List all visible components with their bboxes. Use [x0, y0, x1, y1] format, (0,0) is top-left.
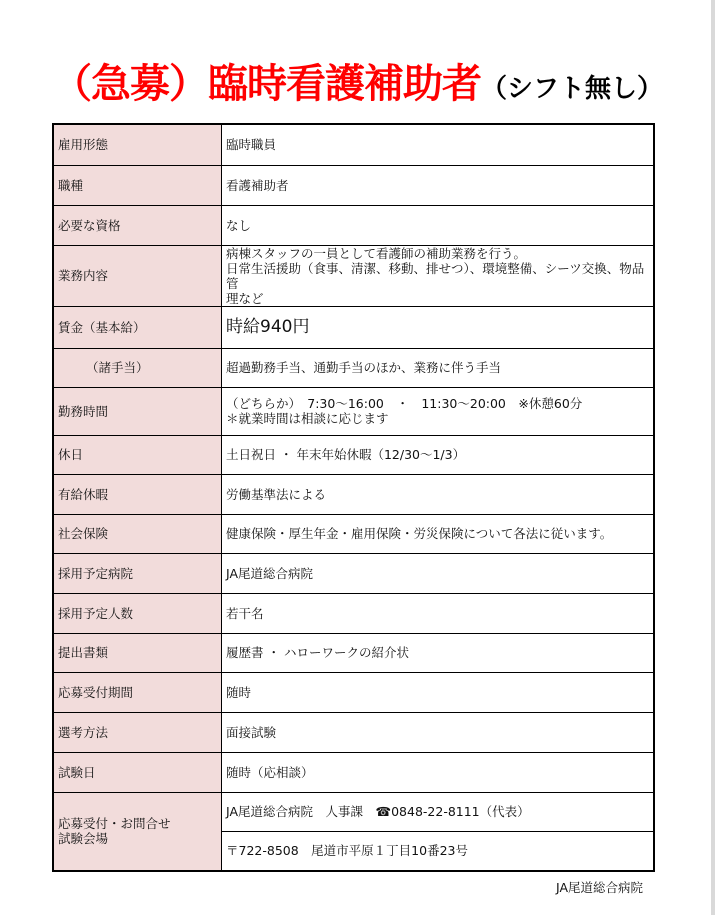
row-label: 必要な資格	[53, 205, 222, 245]
table-row	[53, 752, 654, 792]
row-label: 選考方法	[53, 712, 222, 752]
row-label: （諸手当）	[53, 348, 222, 387]
row-value: 看護補助者	[222, 165, 655, 205]
row-label: 賃金（基本給）	[53, 306, 222, 348]
row-label: 職種	[53, 165, 222, 205]
value-line: 病棟スタッフの一員として看護師の補助業務を行う。	[226, 245, 527, 261]
value-line: ＊就業時間は相談に応じます	[226, 411, 389, 426]
contact-phone: JA尾道総合病院 人事課 ☎0848-22-8111（代表）	[222, 792, 655, 831]
row-value	[222, 245, 655, 306]
label-line: 試験会場	[58, 831, 109, 847]
row-label: 提出書類	[53, 633, 222, 672]
job-info-table	[52, 123, 655, 872]
table-row	[53, 672, 654, 712]
table-row	[53, 553, 654, 593]
row-label: 有給休暇	[53, 474, 222, 514]
row-label: 雇用形態	[53, 124, 222, 165]
table-row	[53, 514, 654, 553]
wage-value: 時給940円	[222, 306, 655, 348]
table-row	[53, 474, 654, 514]
value-line: 理など	[226, 290, 264, 306]
row-label: 応募受付期間	[53, 672, 222, 712]
row-label: 試験日	[53, 752, 222, 792]
row-value	[222, 387, 655, 435]
table-row	[53, 124, 654, 165]
row-value: 随時（応相談）	[222, 752, 655, 792]
title-main: （急募）臨時看護補助者	[51, 61, 481, 107]
table-row	[53, 165, 654, 205]
page-edge	[711, 0, 715, 915]
table-row	[53, 205, 654, 245]
contact-address: 〒722-8508 尾道市平原１丁目10番23号	[222, 831, 655, 871]
row-label: 業務内容	[53, 245, 222, 306]
table-row	[53, 387, 654, 435]
row-value: 土日祝日 ・ 年末年始休暇（12/30～1/3）	[222, 435, 655, 474]
table-row	[53, 306, 654, 348]
contact-label	[53, 792, 222, 871]
row-label: 社会保険	[53, 514, 222, 553]
value-line: （どちらか） 7:30～16:00 ・ 11:30～20:00 ※休憩60分	[226, 396, 583, 411]
row-value: 履歴書 ・ ハローワークの紹介状	[222, 633, 655, 672]
table-row	[53, 633, 654, 672]
table-row	[53, 792, 654, 831]
row-label: 採用予定病院	[53, 553, 222, 593]
table-row	[53, 348, 654, 387]
label-line: 応募受付・お問合せ	[58, 816, 171, 832]
row-value: 随時	[222, 672, 655, 712]
table-row	[53, 712, 654, 752]
row-value: 面接試験	[222, 712, 655, 752]
row-value: JA尾道総合病院	[222, 553, 655, 593]
row-label: 休日	[53, 435, 222, 474]
page-title	[0, 52, 715, 109]
table-row	[53, 435, 654, 474]
footer-hospital-name: JA尾道総合病院	[556, 880, 644, 895]
row-label: 勤務時間	[53, 387, 222, 435]
row-value: 臨時職員	[222, 124, 655, 165]
row-value: 若干名	[222, 593, 655, 633]
row-value: なし	[222, 205, 655, 245]
row-value: 健康保険・厚生年金・雇用保険・労災保険について各法に従います。	[222, 514, 655, 553]
table-row	[53, 593, 654, 633]
value-line: 日常生活援助（食事、清潔、移動、排せつ）、環境整備、シーツ交換、物品管	[226, 260, 645, 291]
table-row	[53, 245, 654, 306]
row-value: 超過勤務手当、通勤手当のほか、業務に伴う手当	[222, 348, 655, 387]
row-value: 労働基準法による	[222, 474, 655, 514]
title-sub: （シフト無し）	[480, 74, 663, 104]
row-label: 採用予定人数	[53, 593, 222, 633]
